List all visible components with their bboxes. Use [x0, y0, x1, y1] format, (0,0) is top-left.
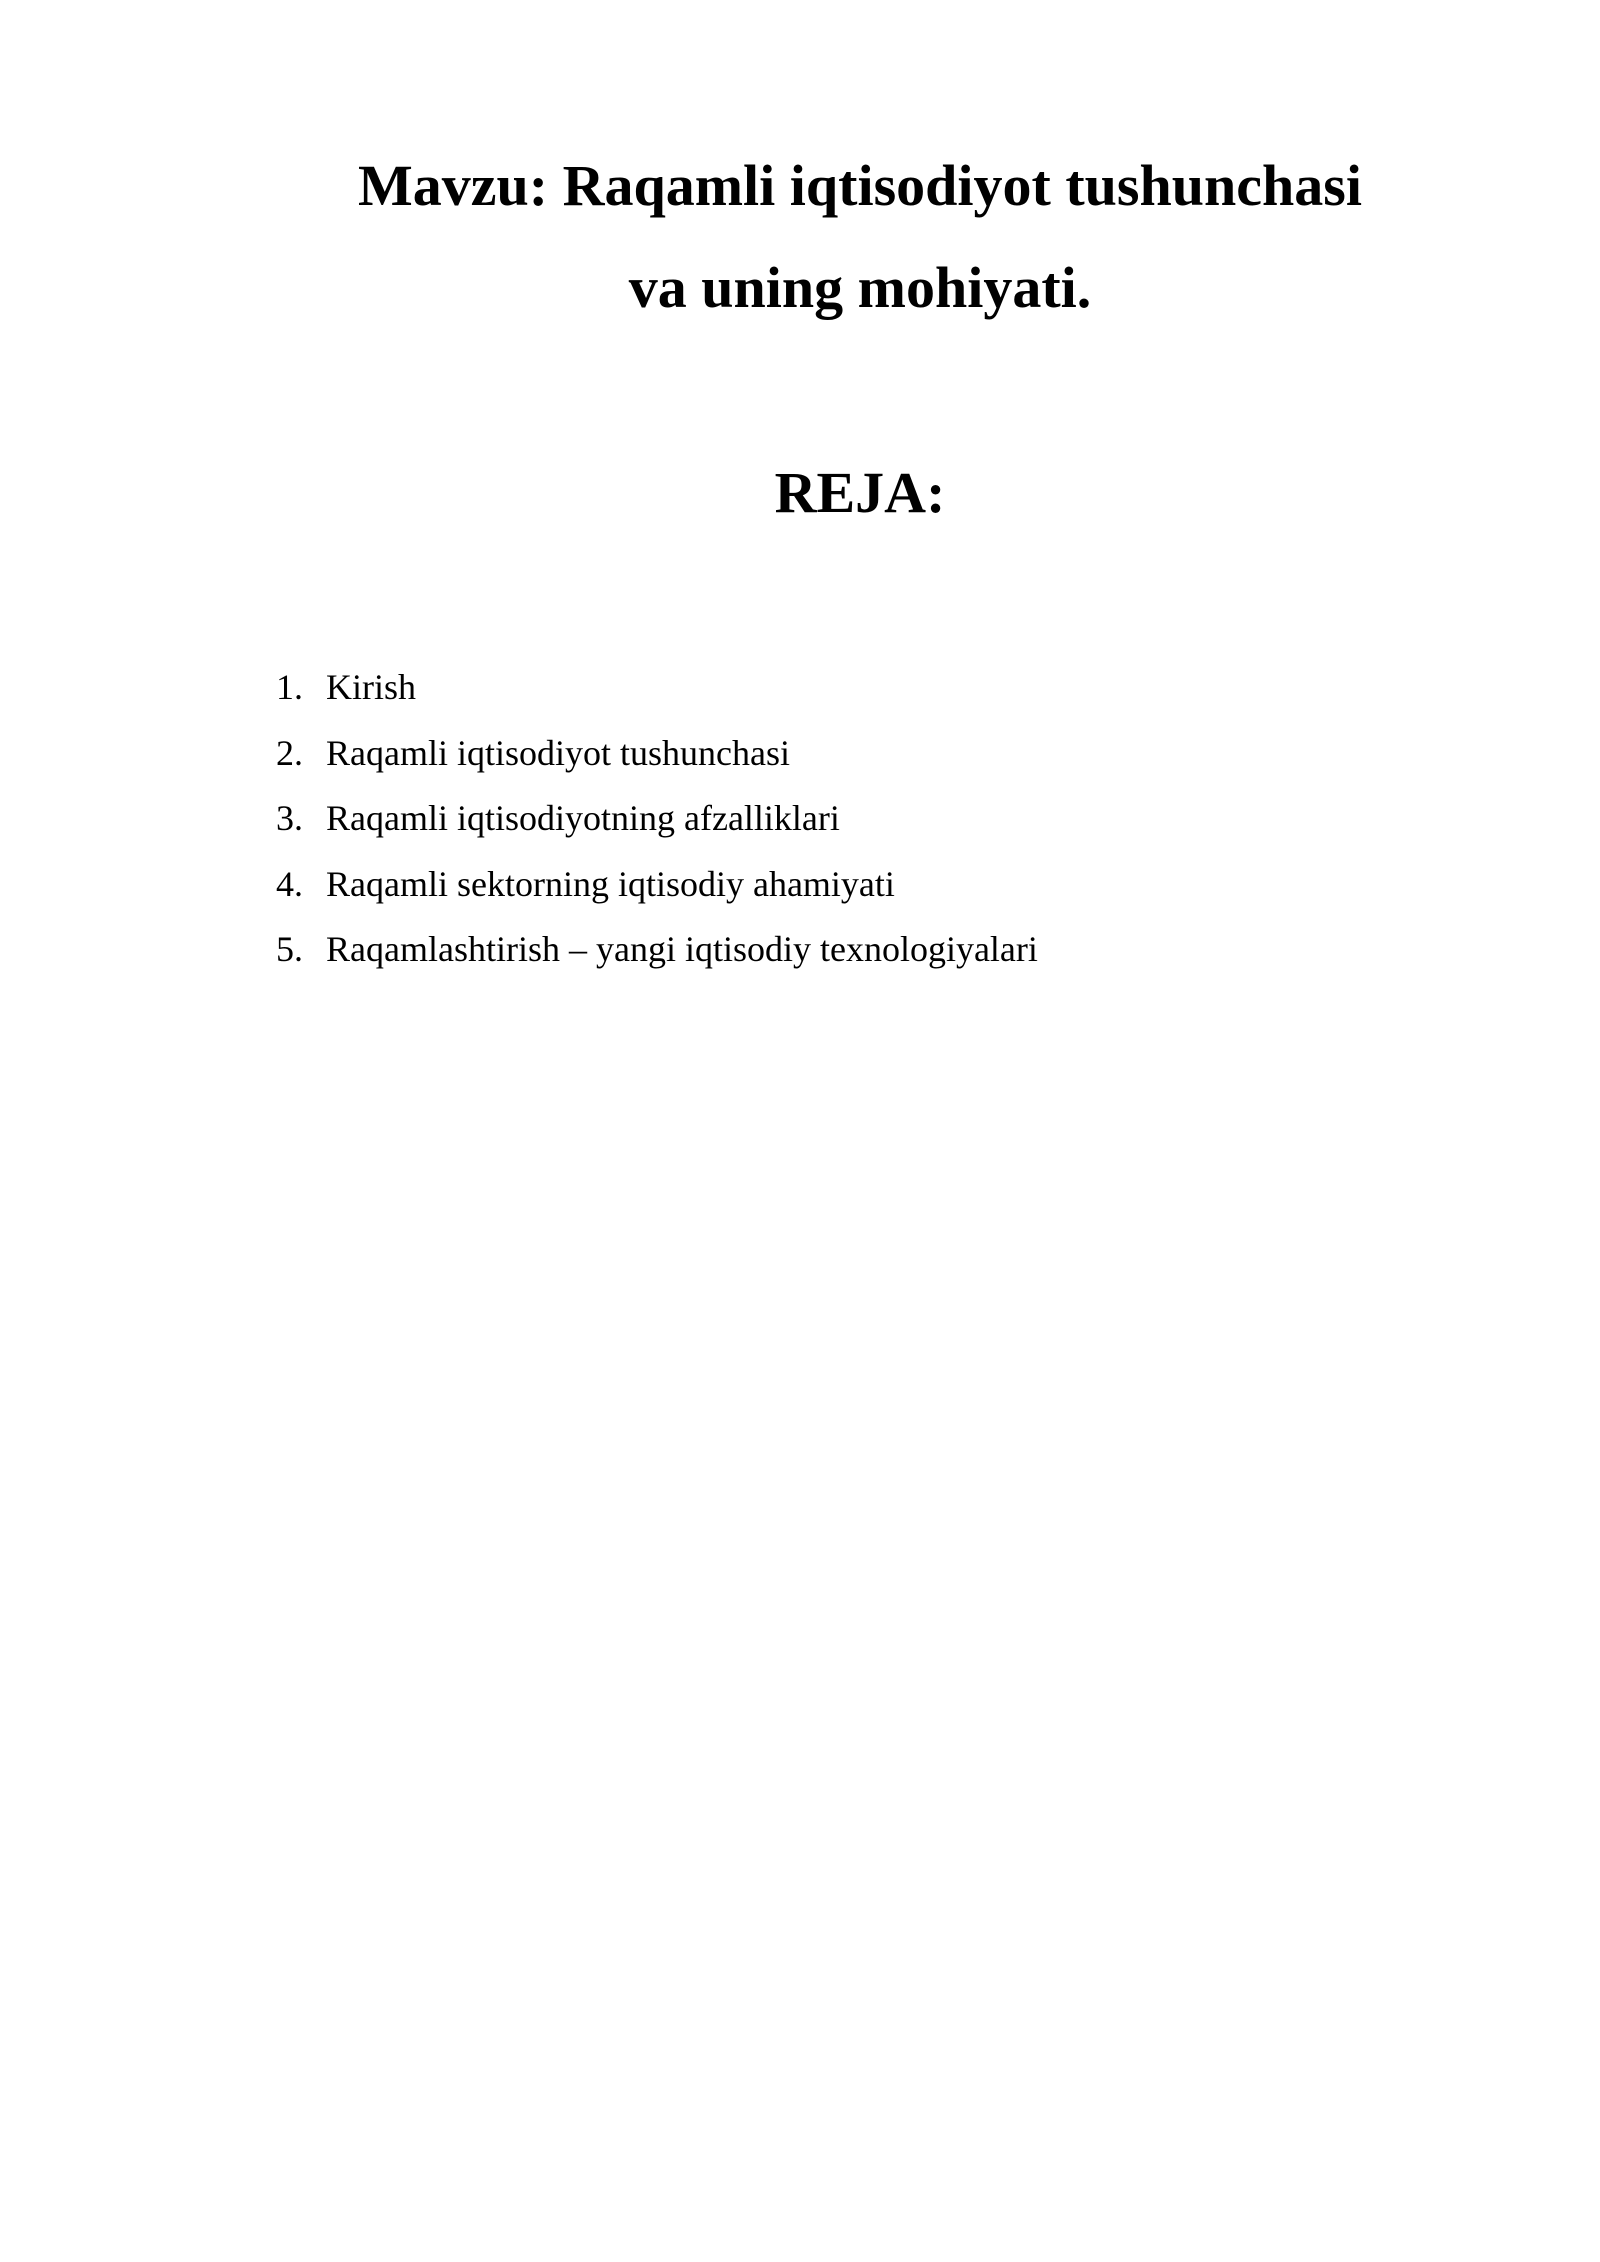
plan-item-text: Raqamli sektorning iqtisodiy ahamiyati	[326, 863, 895, 904]
plan-item	[276, 926, 1038, 992]
plan-item-number: 3.	[276, 798, 303, 838]
page-title-line-1: Mavzu: Raqamli iqtisodiyot tushunchasi	[358, 153, 1362, 218]
plan-item-number: 5.	[276, 929, 303, 969]
plan-item-text: Raqamlashtirish – yangi iqtisodiy texnologiyalari	[326, 929, 1038, 969]
plan-item-number: 2.	[276, 732, 303, 773]
plan-item-text: Kirish	[326, 667, 416, 707]
plan-list	[276, 664, 1038, 992]
page-title-line-2: va uning mohiyati.	[628, 255, 1092, 320]
plan-item	[276, 730, 1038, 796]
plan-item	[276, 861, 1038, 927]
plan-item-text: Raqamli iqtisodiyotning afzalliklari	[326, 798, 840, 838]
plan-item-number: 1.	[276, 667, 303, 707]
plan-heading: REJA:	[774, 460, 946, 525]
plan-item-text: Raqamli iqtisodiyot tushunchasi	[326, 732, 790, 773]
plan-item	[276, 664, 1038, 730]
plan-item-number: 4.	[276, 863, 303, 904]
plan-item	[276, 795, 1038, 861]
